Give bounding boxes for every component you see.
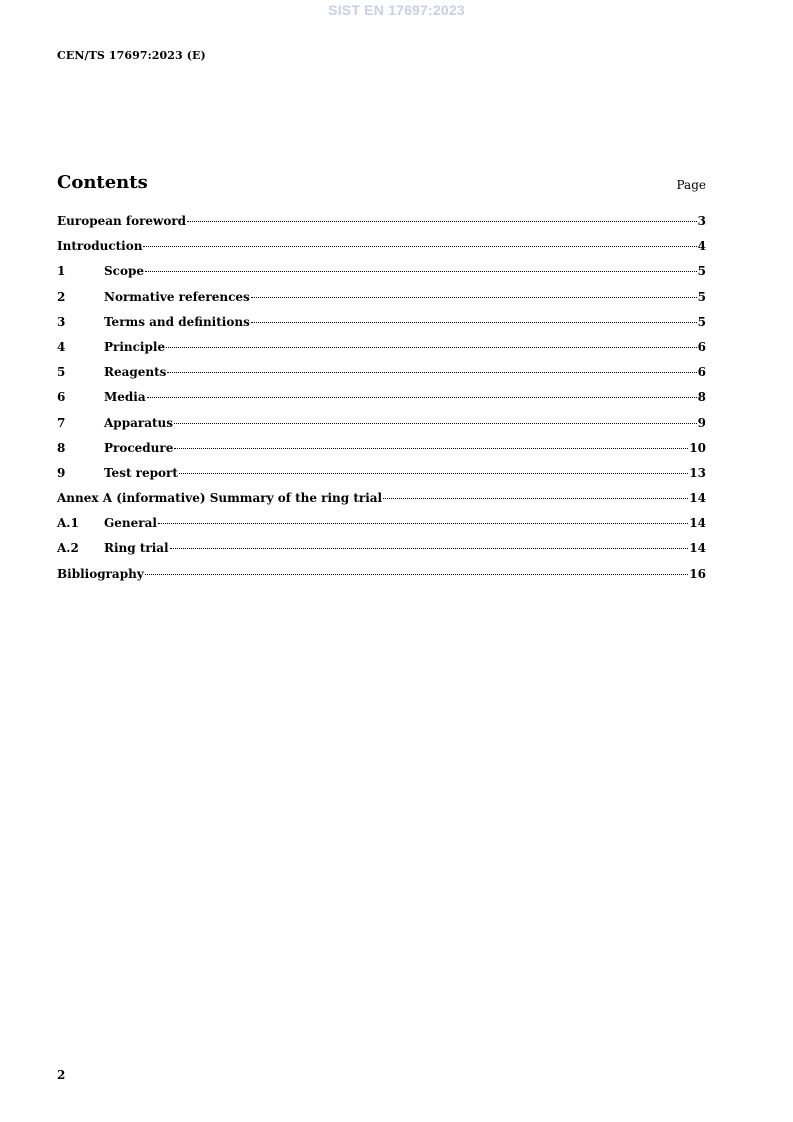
toc-entry[interactable] (57, 491, 706, 516)
toc-entry[interactable] (57, 441, 706, 466)
toc-entry-page: 14 (689, 541, 706, 556)
toc-entry-page: 10 (689, 440, 706, 455)
toc-entry-title: Media (104, 390, 146, 405)
toc-dot-leader (174, 423, 697, 424)
toc-entry-page: 14 (689, 516, 706, 531)
toc-entry[interactable] (57, 239, 706, 264)
toc-entry-title: Reagents (104, 365, 167, 380)
toc-entry[interactable] (57, 315, 706, 340)
toc-entry[interactable] (57, 567, 706, 592)
toc-entry-title: Procedure (104, 440, 174, 455)
toc-entry-title: Introduction (57, 239, 143, 254)
toc-entry-page: 14 (689, 491, 706, 506)
toc-dot-leader (383, 498, 688, 499)
toc-entry-title: Test report (104, 465, 178, 480)
toc-entry[interactable] (57, 340, 706, 365)
toc-dot-leader (170, 548, 689, 549)
toc-entry-title: Normative references (104, 289, 250, 304)
toc-entry[interactable] (57, 416, 706, 441)
toc-entry[interactable] (57, 290, 706, 315)
toc-entry-number: 9 (57, 465, 66, 480)
toc-entry-page: 6 (697, 339, 706, 354)
toc-entry-title: European foreword (57, 214, 187, 228)
toc-dot-leader (166, 347, 697, 348)
toc-dot-leader (187, 221, 697, 222)
toc-entry-title: Principle (104, 339, 166, 354)
toc-entry-number: 3 (57, 314, 66, 329)
toc-entry[interactable] (57, 264, 706, 289)
toc-dot-leader (174, 448, 688, 449)
toc-entry-page: 5 (697, 314, 706, 329)
toc-entry-number: A.1 (57, 516, 79, 531)
toc-entry-title: Apparatus (104, 415, 173, 430)
toc-entry-page: 9 (697, 415, 706, 430)
toc-entry-number: 4 (57, 339, 66, 354)
toc-dot-leader (143, 246, 696, 247)
toc-entry-title: Annex A (informative) Summary of the ring trial (57, 491, 383, 506)
toc-dot-leader (251, 297, 697, 298)
toc-dot-leader (179, 473, 688, 474)
toc-entry[interactable] (57, 541, 706, 566)
toc-entry-page: 6 (697, 365, 706, 380)
toc-entry-page: 5 (697, 264, 706, 279)
toc-entry-page: 13 (689, 465, 706, 480)
toc-entry-title: General (104, 516, 157, 531)
page-column-label: Page (676, 178, 706, 192)
toc-entry-page: 16 (689, 566, 706, 581)
page-number: 2 (57, 1068, 66, 1082)
contents-title: Contents (57, 172, 148, 193)
toc-entry-number: 5 (57, 365, 66, 380)
contents-header (57, 172, 706, 198)
toc-dot-leader (145, 574, 689, 575)
document-identifier: CEN/TS 17697:2023 (E) (57, 49, 206, 62)
toc-dot-leader (158, 523, 688, 524)
toc-entry-number: 7 (57, 415, 66, 430)
toc-entry-number: A.2 (57, 541, 79, 556)
toc-entry[interactable] (57, 516, 706, 541)
toc-entry[interactable] (57, 214, 706, 239)
toc-entry-page: 4 (697, 239, 706, 254)
toc-dot-leader (147, 397, 697, 398)
toc-entry-title: Scope (104, 264, 145, 279)
toc-entry[interactable] (57, 466, 706, 491)
toc-entry[interactable] (57, 390, 706, 415)
toc-entry-number: 1 (57, 264, 66, 279)
toc-entry-number: 8 (57, 440, 66, 455)
watermark-text: SIST EN 17697:2023 (328, 2, 465, 18)
toc-dot-leader (145, 271, 697, 272)
toc-entry-title: Terms and definitions (104, 314, 250, 329)
table-of-contents (57, 214, 706, 592)
toc-entry-title: Bibliography (57, 566, 144, 581)
toc-entry-number: 2 (57, 289, 66, 304)
toc-entry-page: 5 (697, 289, 706, 304)
toc-entry-page: 3 (697, 214, 706, 228)
toc-entry-title: Ring trial (104, 541, 169, 556)
toc-entry[interactable] (57, 365, 706, 390)
toc-entry-number: 6 (57, 390, 66, 405)
toc-entry-page: 8 (697, 390, 706, 405)
toc-dot-leader (251, 322, 697, 323)
toc-dot-leader (167, 372, 696, 373)
